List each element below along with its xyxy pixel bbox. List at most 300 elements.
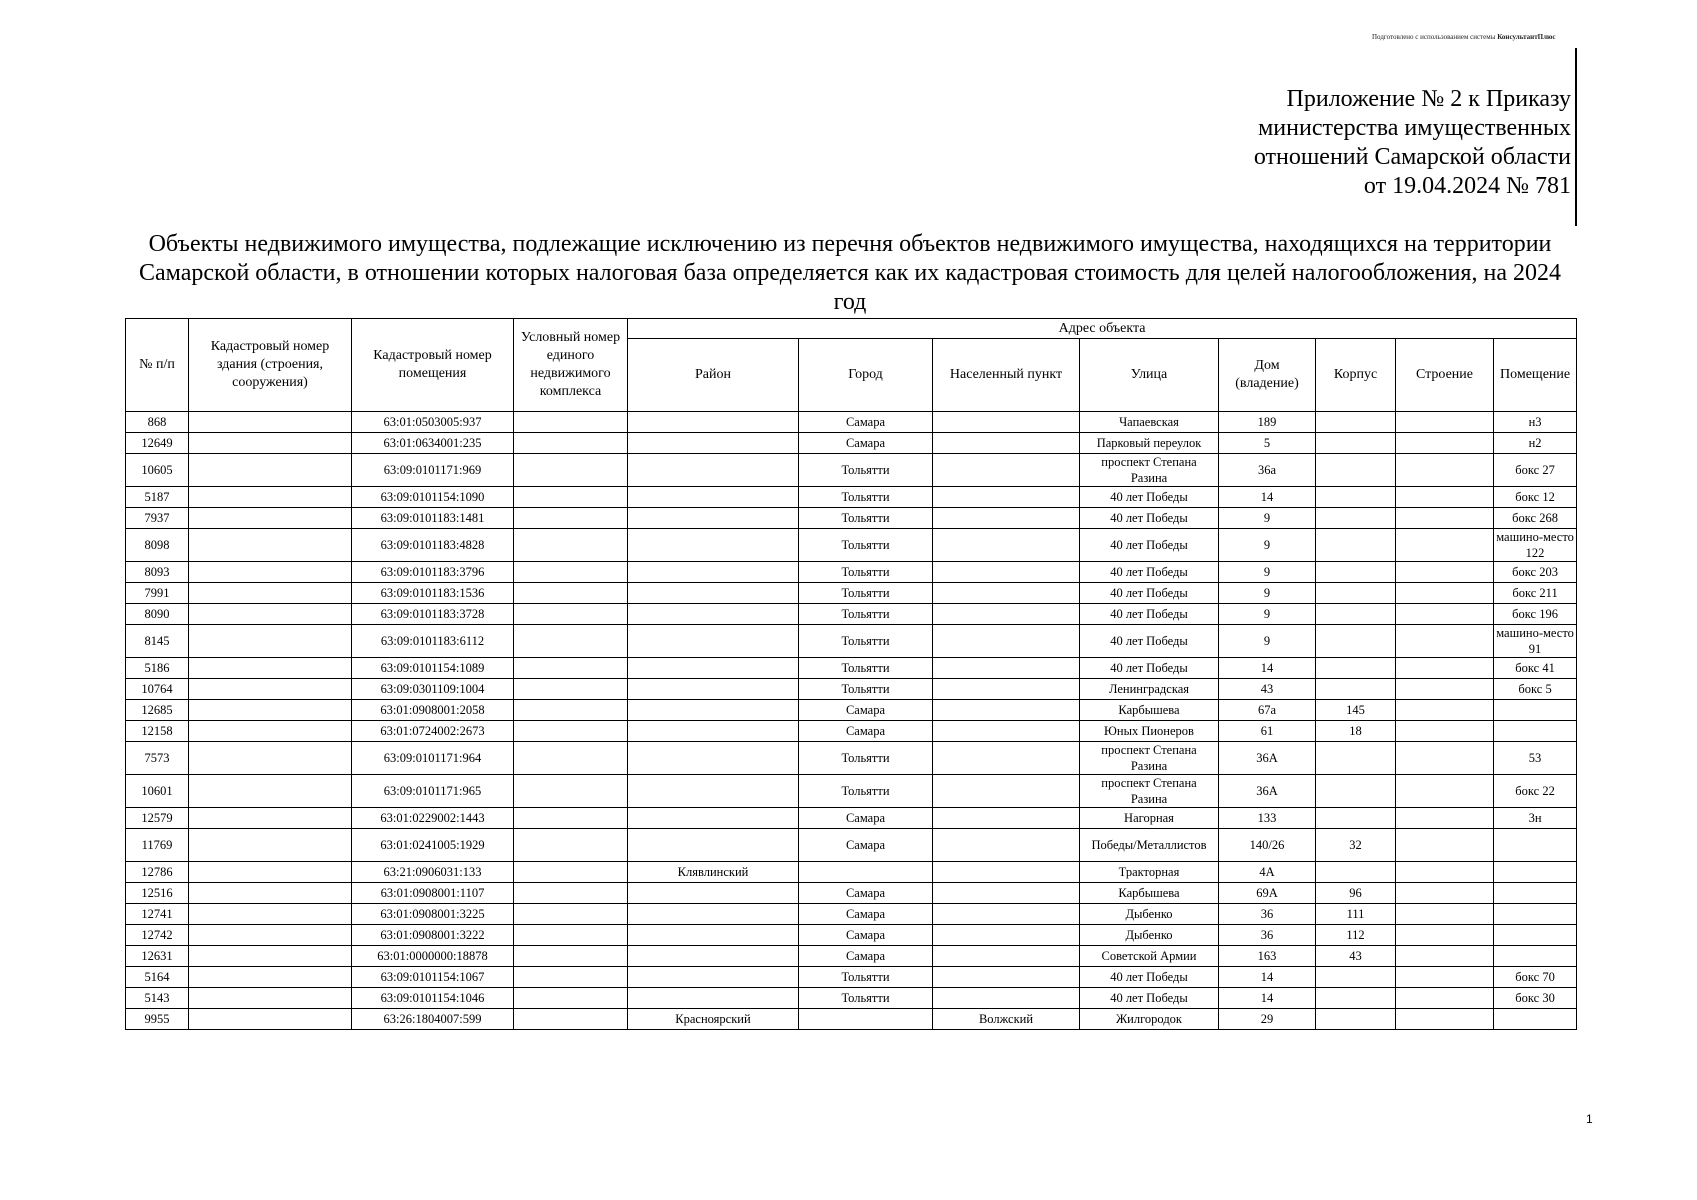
cell-settlement xyxy=(933,883,1080,904)
cell-conditional-number xyxy=(514,529,628,562)
table-row xyxy=(126,679,1577,700)
cell-premises xyxy=(1494,883,1577,904)
cell-stroenie xyxy=(1396,883,1494,904)
cell-num: 10764 xyxy=(126,679,189,700)
cell-street: 40 лет Победы xyxy=(1080,508,1219,529)
cell-district xyxy=(628,529,799,562)
cell-korpus xyxy=(1316,967,1396,988)
cell-korpus xyxy=(1316,988,1396,1009)
cell-conditional-number xyxy=(514,946,628,967)
cell-premises-cadastral: 63:01:0724002:2673 xyxy=(352,721,514,742)
cell-premises: машино-место 122 xyxy=(1494,529,1577,562)
cell-premises: бокс 70 xyxy=(1494,967,1577,988)
appendix-line-1: Приложение № 2 к Приказу xyxy=(1286,86,1571,112)
cell-house: 9 xyxy=(1219,508,1316,529)
cell-building-cadastral xyxy=(189,988,352,1009)
cell-premises-cadastral: 63:09:0101183:3728 xyxy=(352,604,514,625)
cell-house: 163 xyxy=(1219,946,1316,967)
cell-stroenie xyxy=(1396,829,1494,862)
cell-premises: бокс 268 xyxy=(1494,508,1577,529)
cell-district: Клявлинский xyxy=(628,862,799,883)
cell-num: 7937 xyxy=(126,508,189,529)
cell-building-cadastral xyxy=(189,583,352,604)
cell-street: 40 лет Победы xyxy=(1080,562,1219,583)
cell-settlement xyxy=(933,829,1080,862)
cell-city: Тольятти xyxy=(799,775,933,808)
header-conditional-number: Условный номер единого недвижимого комплекса xyxy=(514,319,628,412)
cell-building-cadastral xyxy=(189,967,352,988)
cell-settlement: Волжский xyxy=(933,1009,1080,1030)
cell-district xyxy=(628,625,799,658)
cell-district xyxy=(628,562,799,583)
cell-premises: бокс 41 xyxy=(1494,658,1577,679)
cell-stroenie xyxy=(1396,583,1494,604)
cell-premises: 3н xyxy=(1494,808,1577,829)
cell-conditional-number xyxy=(514,742,628,775)
cell-settlement xyxy=(933,700,1080,721)
cell-house: 9 xyxy=(1219,604,1316,625)
cell-building-cadastral xyxy=(189,1009,352,1030)
cell-district xyxy=(628,700,799,721)
cell-street: Ленинградская xyxy=(1080,679,1219,700)
cell-premises-cadastral: 63:09:0101154:1046 xyxy=(352,988,514,1009)
cell-settlement xyxy=(933,808,1080,829)
cell-conditional-number xyxy=(514,562,628,583)
cell-korpus xyxy=(1316,412,1396,433)
cell-street: Дыбенко xyxy=(1080,925,1219,946)
cell-house: 4А xyxy=(1219,862,1316,883)
appendix-line-4: от 19.04.2024 № 781 xyxy=(1363,173,1571,199)
cell-num: 12649 xyxy=(126,433,189,454)
cell-street: Тракторная xyxy=(1080,862,1219,883)
cell-stroenie xyxy=(1396,508,1494,529)
cell-premises-cadastral: 63:01:0908001:3225 xyxy=(352,904,514,925)
cell-stroenie xyxy=(1396,412,1494,433)
table-row xyxy=(126,925,1577,946)
cell-korpus: 145 xyxy=(1316,700,1396,721)
page-number: 1 xyxy=(1586,1112,1593,1126)
cell-num: 12742 xyxy=(126,925,189,946)
cell-district xyxy=(628,775,799,808)
cell-city: Тольятти xyxy=(799,625,933,658)
cell-premises: бокс 196 xyxy=(1494,604,1577,625)
cell-premises xyxy=(1494,904,1577,925)
cell-premises-cadastral: 63:09:0101171:964 xyxy=(352,742,514,775)
cell-house: 29 xyxy=(1219,1009,1316,1030)
cell-street: проспект Степана Разина xyxy=(1080,775,1219,808)
cell-premises-cadastral: 63:09:0101183:1536 xyxy=(352,583,514,604)
prepared-with-note xyxy=(1372,33,1600,41)
cell-premises xyxy=(1494,925,1577,946)
cell-korpus xyxy=(1316,862,1396,883)
cell-building-cadastral xyxy=(189,829,352,862)
cell-street: 40 лет Победы xyxy=(1080,583,1219,604)
cell-conditional-number xyxy=(514,700,628,721)
header-address: Адрес объекта xyxy=(628,319,1577,339)
cell-num: 12741 xyxy=(126,904,189,925)
cell-korpus xyxy=(1316,529,1396,562)
cell-conditional-number xyxy=(514,508,628,529)
appendix-header xyxy=(1071,85,1571,201)
table-body xyxy=(126,412,1577,1030)
cell-city: Тольятти xyxy=(799,658,933,679)
cell-conditional-number xyxy=(514,604,628,625)
cell-street: 40 лет Победы xyxy=(1080,529,1219,562)
cell-city: Тольятти xyxy=(799,454,933,487)
cell-stroenie xyxy=(1396,679,1494,700)
cell-stroenie xyxy=(1396,967,1494,988)
cell-korpus xyxy=(1316,808,1396,829)
cell-district xyxy=(628,967,799,988)
table-row xyxy=(126,454,1577,487)
cell-num: 5164 xyxy=(126,967,189,988)
cell-building-cadastral xyxy=(189,529,352,562)
header-house: Дом (владение) xyxy=(1219,339,1316,412)
cell-korpus xyxy=(1316,604,1396,625)
cell-korpus xyxy=(1316,508,1396,529)
cell-city: Тольятти xyxy=(799,679,933,700)
cell-street: 40 лет Победы xyxy=(1080,604,1219,625)
cell-settlement xyxy=(933,862,1080,883)
cell-city xyxy=(799,862,933,883)
cell-city: Тольятти xyxy=(799,508,933,529)
cell-premises-cadastral: 63:01:0908001:3222 xyxy=(352,925,514,946)
cell-premises-cadastral: 63:21:0906031:133 xyxy=(352,862,514,883)
consultant-plus-brand: КонсультантПлюс xyxy=(1497,33,1556,41)
cell-settlement xyxy=(933,925,1080,946)
cell-settlement xyxy=(933,658,1080,679)
cell-city: Тольятти xyxy=(799,742,933,775)
cell-premises-cadastral: 63:09:0101154:1090 xyxy=(352,487,514,508)
cell-conditional-number xyxy=(514,862,628,883)
cell-premises-cadastral: 63:01:0908001:1107 xyxy=(352,883,514,904)
cell-premises xyxy=(1494,700,1577,721)
cell-district xyxy=(628,904,799,925)
table-row xyxy=(126,946,1577,967)
cell-district xyxy=(628,583,799,604)
cell-conditional-number xyxy=(514,829,628,862)
cell-stroenie xyxy=(1396,946,1494,967)
table-row xyxy=(126,562,1577,583)
cell-house: 9 xyxy=(1219,562,1316,583)
table-row xyxy=(126,829,1577,862)
cell-district xyxy=(628,721,799,742)
cell-house: 36 xyxy=(1219,904,1316,925)
cell-num: 10605 xyxy=(126,454,189,487)
cell-settlement xyxy=(933,904,1080,925)
cell-premises: 53 xyxy=(1494,742,1577,775)
cell-premises-cadastral: 63:01:0229002:1443 xyxy=(352,808,514,829)
cell-conditional-number xyxy=(514,583,628,604)
cell-city: Самара xyxy=(799,829,933,862)
cell-street: 40 лет Победы xyxy=(1080,967,1219,988)
cell-city: Самара xyxy=(799,883,933,904)
cell-stroenie xyxy=(1396,862,1494,883)
cell-settlement xyxy=(933,508,1080,529)
header-building-cadastral: Кадастровый номер здания (строения, сооружения) xyxy=(189,319,352,412)
cell-house: 36 xyxy=(1219,925,1316,946)
cell-building-cadastral xyxy=(189,679,352,700)
cell-premises-cadastral: 63:01:0000000:18878 xyxy=(352,946,514,967)
cell-stroenie xyxy=(1396,487,1494,508)
cell-city: Тольятти xyxy=(799,583,933,604)
cell-house: 9 xyxy=(1219,625,1316,658)
cell-house: 140/26 xyxy=(1219,829,1316,862)
cell-num: 12786 xyxy=(126,862,189,883)
cell-building-cadastral xyxy=(189,946,352,967)
cell-settlement xyxy=(933,775,1080,808)
cell-street: Победы/Металлистов xyxy=(1080,829,1219,862)
cell-premises: бокс 203 xyxy=(1494,562,1577,583)
cell-house: 43 xyxy=(1219,679,1316,700)
table-row xyxy=(126,742,1577,775)
cell-korpus xyxy=(1316,742,1396,775)
table-row xyxy=(126,658,1577,679)
cell-city: Самара xyxy=(799,721,933,742)
table-row xyxy=(126,775,1577,808)
cell-conditional-number xyxy=(514,925,628,946)
cell-district xyxy=(628,604,799,625)
cell-city: Самара xyxy=(799,904,933,925)
cell-premises xyxy=(1494,721,1577,742)
cell-num: 12631 xyxy=(126,946,189,967)
cell-house: 14 xyxy=(1219,487,1316,508)
cell-premises-cadastral: 63:01:0634001:235 xyxy=(352,433,514,454)
cell-street: проспект Степана Разина xyxy=(1080,742,1219,775)
cell-stroenie xyxy=(1396,658,1494,679)
cell-num: 5187 xyxy=(126,487,189,508)
cell-korpus: 43 xyxy=(1316,946,1396,967)
cell-premises: бокс 211 xyxy=(1494,583,1577,604)
cell-num: 7991 xyxy=(126,583,189,604)
cell-korpus xyxy=(1316,433,1396,454)
cell-building-cadastral xyxy=(189,775,352,808)
cell-num: 12579 xyxy=(126,808,189,829)
cell-korpus: 32 xyxy=(1316,829,1396,862)
cell-settlement xyxy=(933,967,1080,988)
cell-settlement xyxy=(933,562,1080,583)
cell-building-cadastral xyxy=(189,808,352,829)
appendix-line-3: отношений Самарской области xyxy=(1253,144,1571,170)
cell-conditional-number xyxy=(514,1009,628,1030)
cell-street: Юных Пионеров xyxy=(1080,721,1219,742)
cell-district xyxy=(628,658,799,679)
table-row xyxy=(126,508,1577,529)
cell-settlement xyxy=(933,721,1080,742)
cell-city: Тольятти xyxy=(799,604,933,625)
cell-stroenie xyxy=(1396,433,1494,454)
cell-city: Тольятти xyxy=(799,562,933,583)
cell-building-cadastral xyxy=(189,604,352,625)
cell-premises-cadastral: 63:09:0101183:6112 xyxy=(352,625,514,658)
cell-korpus xyxy=(1316,487,1396,508)
cell-stroenie xyxy=(1396,925,1494,946)
cell-num: 8098 xyxy=(126,529,189,562)
cell-conditional-number xyxy=(514,904,628,925)
cell-conditional-number xyxy=(514,679,628,700)
cell-building-cadastral xyxy=(189,742,352,775)
table-row xyxy=(126,700,1577,721)
table-row xyxy=(126,883,1577,904)
cell-premises-cadastral: 63:09:0101154:1089 xyxy=(352,658,514,679)
header-settlement: Населенный пункт xyxy=(933,339,1080,412)
cell-street: 40 лет Победы xyxy=(1080,625,1219,658)
cell-korpus xyxy=(1316,562,1396,583)
cell-building-cadastral xyxy=(189,925,352,946)
cell-premises: бокс 5 xyxy=(1494,679,1577,700)
cell-korpus xyxy=(1316,658,1396,679)
cell-house: 36А xyxy=(1219,742,1316,775)
cell-premises xyxy=(1494,1009,1577,1030)
cell-stroenie xyxy=(1396,529,1494,562)
cell-conditional-number xyxy=(514,967,628,988)
header-korpus: Корпус xyxy=(1316,339,1396,412)
prepared-note-text: Подготовлено с использованием системы xyxy=(1372,33,1496,41)
document-title: Объекты недвижимого имущества, подлежащие исключению из перечня объектов недвижимого имущества, находящихся на территории Самарской области, в отношении которых налоговая база определяется как их кадастровая стоимость для целей налогообложения, на 2024 год xyxy=(139,231,1561,315)
cell-district xyxy=(628,412,799,433)
table-row xyxy=(126,433,1577,454)
cell-city: Самара xyxy=(799,946,933,967)
cell-city: Самара xyxy=(799,808,933,829)
cell-street: 40 лет Победы xyxy=(1080,988,1219,1009)
cell-num: 5143 xyxy=(126,988,189,1009)
cell-settlement xyxy=(933,454,1080,487)
header-num: № п/п xyxy=(126,319,189,412)
header-district: Район xyxy=(628,339,799,412)
cell-num: 8145 xyxy=(126,625,189,658)
cell-settlement xyxy=(933,412,1080,433)
cell-building-cadastral xyxy=(189,487,352,508)
cell-stroenie xyxy=(1396,700,1494,721)
cell-premises: бокс 30 xyxy=(1494,988,1577,1009)
cell-settlement xyxy=(933,742,1080,775)
cell-city: Тольятти xyxy=(799,967,933,988)
cell-street: Нагорная xyxy=(1080,808,1219,829)
cell-premises: бокс 27 xyxy=(1494,454,1577,487)
table-row xyxy=(126,487,1577,508)
table-row xyxy=(126,808,1577,829)
cell-building-cadastral xyxy=(189,433,352,454)
cell-stroenie xyxy=(1396,562,1494,583)
cell-city: Самара xyxy=(799,925,933,946)
header-stroenie: Строение xyxy=(1396,339,1494,412)
cell-house: 36А xyxy=(1219,775,1316,808)
cell-house: 14 xyxy=(1219,967,1316,988)
cell-stroenie xyxy=(1396,625,1494,658)
margin-line xyxy=(1575,48,1577,226)
cell-korpus xyxy=(1316,775,1396,808)
cell-korpus: 96 xyxy=(1316,883,1396,904)
appendix-line-2: министерства имущественных xyxy=(1258,115,1571,141)
cell-korpus xyxy=(1316,583,1396,604)
cell-city: Тольятти xyxy=(799,487,933,508)
cell-street: проспект Степана Разина xyxy=(1080,454,1219,487)
cell-premises-cadastral: 63:01:0503005:937 xyxy=(352,412,514,433)
cell-settlement xyxy=(933,433,1080,454)
cell-house: 36а xyxy=(1219,454,1316,487)
table-row xyxy=(126,412,1577,433)
cell-street: Дыбенко xyxy=(1080,904,1219,925)
cell-premises: н2 xyxy=(1494,433,1577,454)
cell-stroenie xyxy=(1396,454,1494,487)
table-header xyxy=(126,319,1577,412)
cell-street: Карбышева xyxy=(1080,883,1219,904)
cell-conditional-number xyxy=(514,808,628,829)
table-row xyxy=(126,583,1577,604)
table-row xyxy=(126,967,1577,988)
cell-premises: н3 xyxy=(1494,412,1577,433)
cell-street: 40 лет Победы xyxy=(1080,658,1219,679)
cell-district xyxy=(628,883,799,904)
cell-building-cadastral xyxy=(189,721,352,742)
table-row xyxy=(126,1009,1577,1030)
cell-district xyxy=(628,829,799,862)
cell-conditional-number xyxy=(514,487,628,508)
cell-stroenie xyxy=(1396,721,1494,742)
cell-street: Карбышева xyxy=(1080,700,1219,721)
table-row xyxy=(126,625,1577,658)
cell-conditional-number xyxy=(514,988,628,1009)
cell-settlement xyxy=(933,988,1080,1009)
cell-premises-cadastral: 63:01:0908001:2058 xyxy=(352,700,514,721)
cell-house: 5 xyxy=(1219,433,1316,454)
cell-district xyxy=(628,433,799,454)
cell-house: 69А xyxy=(1219,883,1316,904)
cell-num: 12158 xyxy=(126,721,189,742)
cell-num: 12516 xyxy=(126,883,189,904)
cell-premises xyxy=(1494,829,1577,862)
header-street: Улица xyxy=(1080,339,1219,412)
cell-building-cadastral xyxy=(189,412,352,433)
cell-building-cadastral xyxy=(189,700,352,721)
cell-conditional-number xyxy=(514,721,628,742)
cell-district xyxy=(628,988,799,1009)
cell-settlement xyxy=(933,625,1080,658)
cell-premises xyxy=(1494,862,1577,883)
cell-stroenie xyxy=(1396,604,1494,625)
cell-premises: машино-место 91 xyxy=(1494,625,1577,658)
cell-street: Парковый переулок xyxy=(1080,433,1219,454)
cell-korpus xyxy=(1316,1009,1396,1030)
cell-house: 189 xyxy=(1219,412,1316,433)
cell-conditional-number xyxy=(514,658,628,679)
cell-street: Жилгородок xyxy=(1080,1009,1219,1030)
cell-settlement xyxy=(933,679,1080,700)
cell-stroenie xyxy=(1396,742,1494,775)
cell-district: Красноярский xyxy=(628,1009,799,1030)
cell-house: 61 xyxy=(1219,721,1316,742)
cell-korpus xyxy=(1316,454,1396,487)
cell-korpus xyxy=(1316,625,1396,658)
cell-premises-cadastral: 63:09:0101171:969 xyxy=(352,454,514,487)
cell-num: 11769 xyxy=(126,829,189,862)
cell-premises-cadastral: 63:01:0241005:1929 xyxy=(352,829,514,862)
cell-settlement xyxy=(933,604,1080,625)
cell-num: 868 xyxy=(126,412,189,433)
table-row xyxy=(126,904,1577,925)
cell-house: 9 xyxy=(1219,583,1316,604)
cell-premises-cadastral: 63:09:0101183:3796 xyxy=(352,562,514,583)
cell-conditional-number xyxy=(514,433,628,454)
cell-house: 14 xyxy=(1219,988,1316,1009)
cell-street: 40 лет Победы xyxy=(1080,487,1219,508)
table-row xyxy=(126,721,1577,742)
cell-city: Самара xyxy=(799,412,933,433)
cell-house: 67а xyxy=(1219,700,1316,721)
cell-building-cadastral xyxy=(189,862,352,883)
cell-stroenie xyxy=(1396,775,1494,808)
header-premises-cadastral: Кадастровый номер помещения xyxy=(352,319,514,412)
